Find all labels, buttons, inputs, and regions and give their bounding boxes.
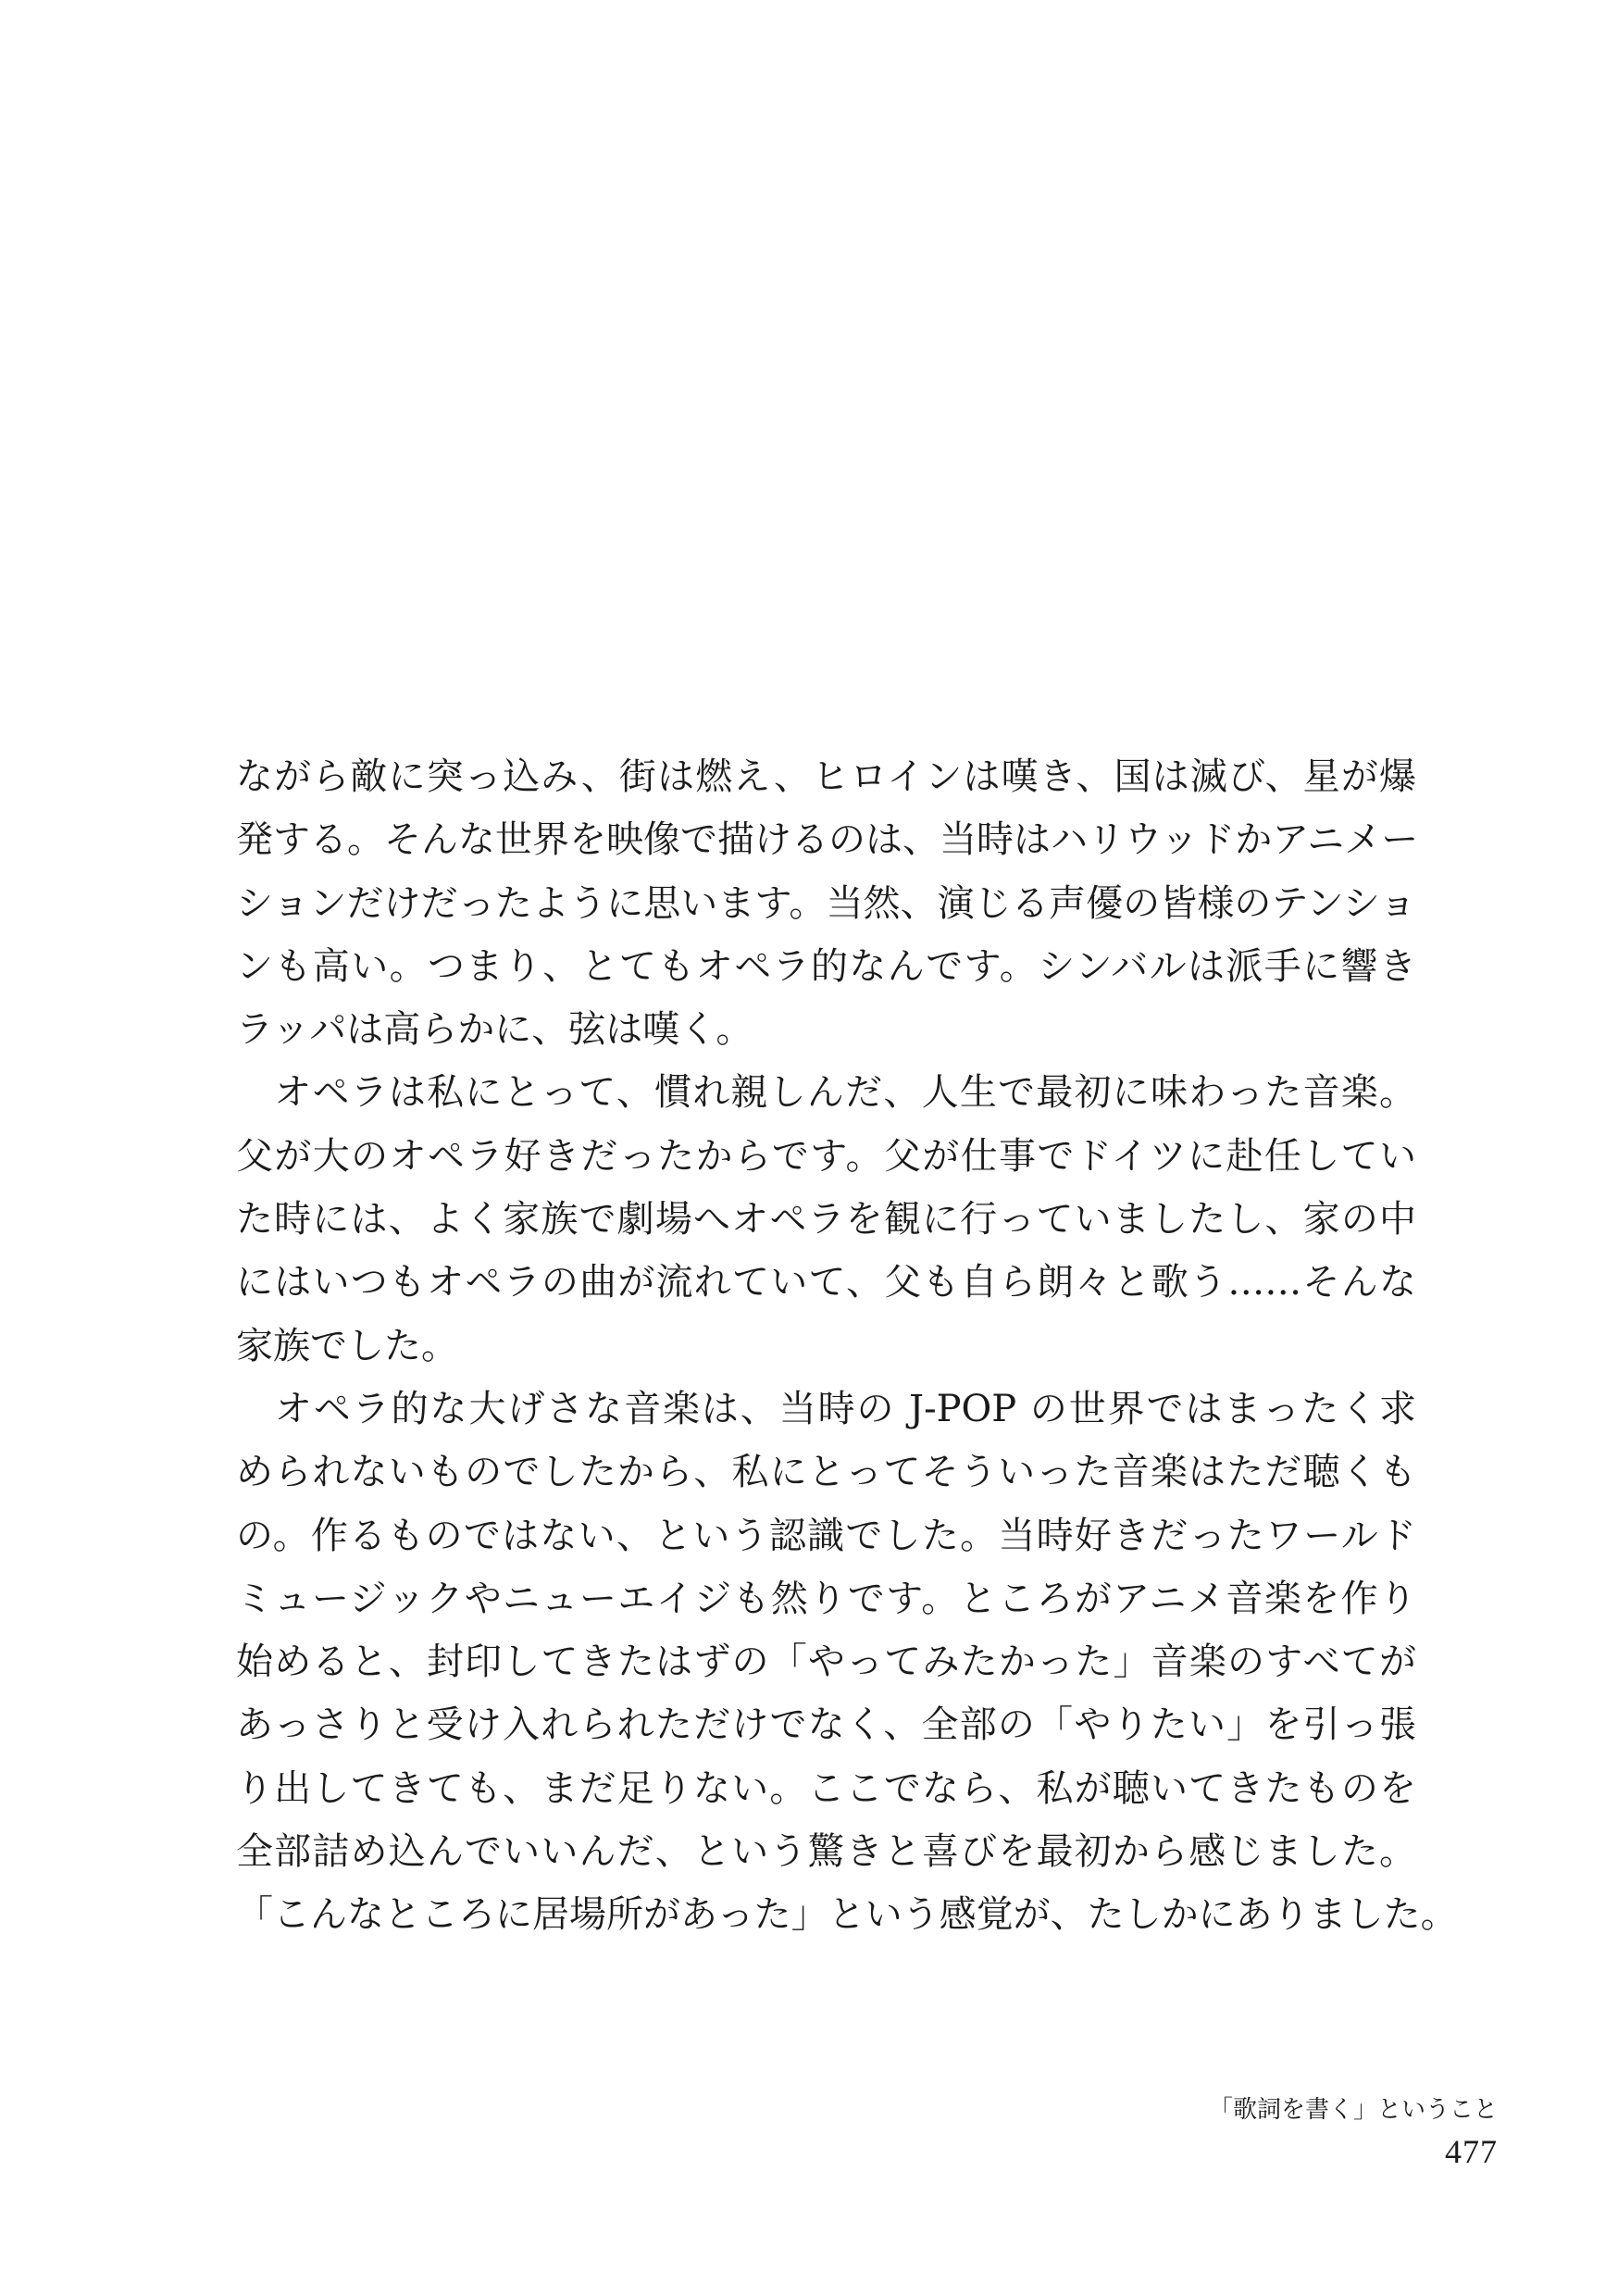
text-line: にはいつもオペラの曲が流れていて、父も自ら朗々と歌う……そんな	[236, 1261, 1416, 1304]
text-line: の。作るものではない、という認識でした。当時好きだったワールド	[236, 1514, 1416, 1557]
text-line: ションだけだったように思います。当然、演じる声優の皆様のテンショ	[236, 881, 1416, 925]
text-line: 父が大のオペラ好きだったからです。父が仕事でドイツに赴任してい	[236, 1134, 1416, 1178]
text-line: 始めると、封印してきたはずの「やってみたかった」音楽のすべてが	[236, 1641, 1416, 1684]
text-line: あっさりと受け入れられただけでなく、全部の「やりたい」を引っ張	[236, 1703, 1416, 1747]
text-line: オペラは私にとって、慣れ親しんだ、人生で最初に味わった音楽。	[236, 1071, 1416, 1115]
body-text	[236, 745, 1458, 1947]
text-line: ミュージックやニューエイジも然りです。ところがアニメ音楽を作り	[236, 1577, 1416, 1620]
text-line: オペラ的な大げさな音楽は、当時の J-POP の世界ではまったく求	[236, 1387, 1416, 1430]
text-line: 発する。そんな世界を映像で描けるのは、当時はハリウッドかアニメー	[236, 818, 1419, 862]
text-line: り出してきても、まだ足りない。ここでなら、私が聴いてきたものを	[236, 1766, 1416, 1810]
text-line: められないものでしたから、私にとってそういった音楽はただ聴くも	[236, 1451, 1416, 1494]
text-line: 「こんなところに居場所があった」という感覚が、たしかにありました。	[236, 1893, 1458, 1937]
text-line: ながら敵に突っ込み、街は燃え、ヒロインは嘆き、国は滅び、星が爆	[236, 755, 1416, 798]
page-number: 477	[1445, 2133, 1498, 2170]
text-line: 家族でした。	[236, 1324, 458, 1367]
running-head: 「歌詞を書く」ということ	[1208, 2096, 1498, 2124]
text-line: ンも高い。つまり、とてもオペラ的なんです。シンバルは派手に響き	[236, 944, 1416, 988]
text-line: 全部詰め込んでいいんだ、という驚きと喜びを最初から感じました。	[236, 1830, 1416, 1874]
text-line: ラッパは高らかに、弦は嘆く。	[236, 1008, 753, 1052]
text-line: た時には、よく家族で劇場へオペラを観に行っていましたし、家の中	[236, 1198, 1416, 1242]
